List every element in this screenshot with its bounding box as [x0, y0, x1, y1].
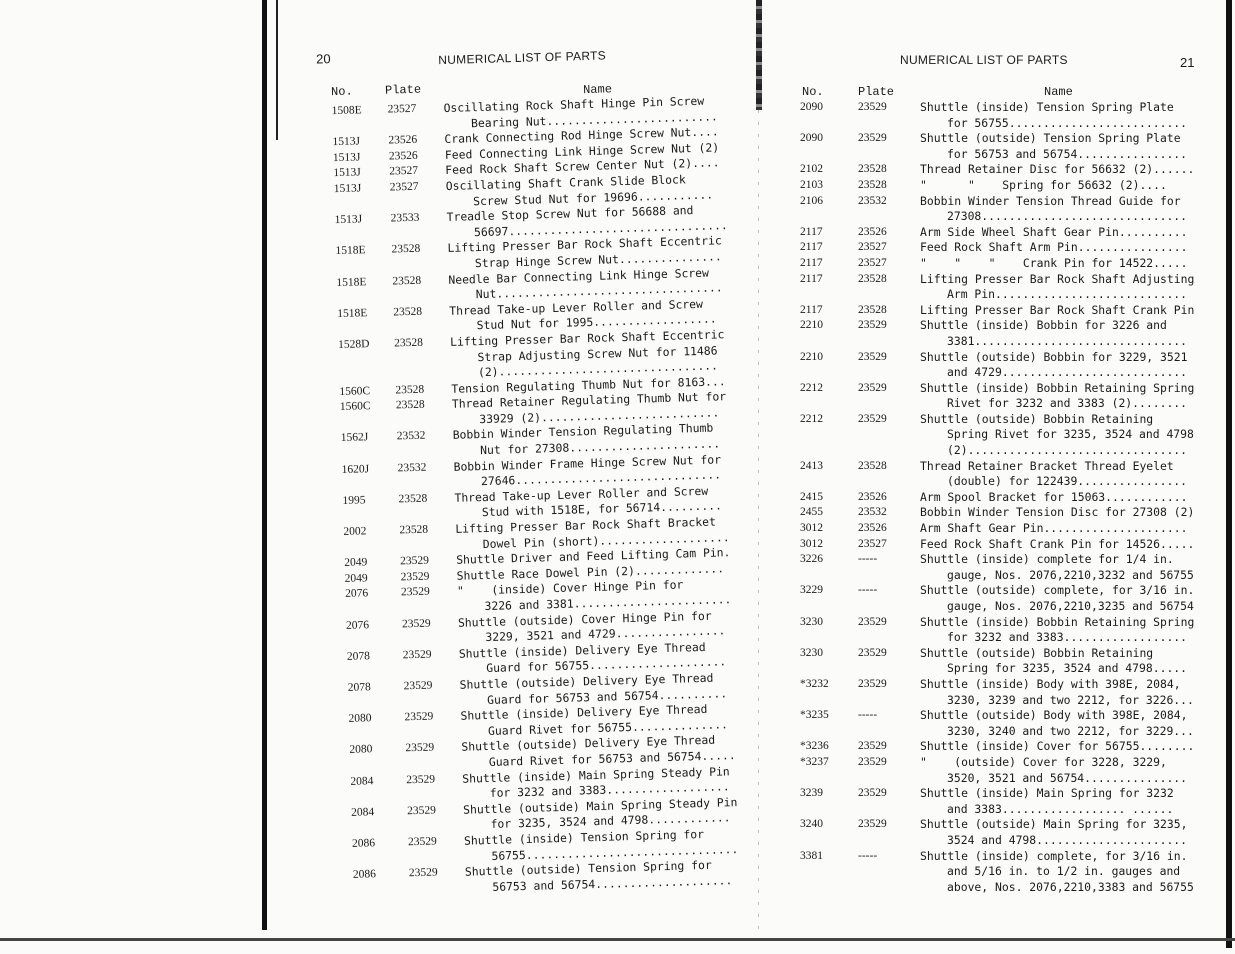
plate-number: 23526 [858, 490, 887, 503]
part-number: 2102 [800, 163, 823, 176]
column-header-plate: Plate [858, 85, 895, 99]
plate-number: 23532 [397, 461, 427, 475]
table-row [796, 256, 1210, 272]
part-number: 2084 [350, 774, 374, 788]
part-name [920, 755, 1210, 786]
table-row [796, 490, 1210, 506]
part-number: 1513J [334, 213, 363, 227]
part-name [920, 708, 1210, 739]
part-name [465, 857, 750, 896]
part-name-continuation: 3230, 3239 and two 2212, for 3226... [947, 692, 1194, 707]
column-header-name: Name [582, 82, 613, 98]
part-name-line: Shuttle (outside) Main Spring for 3235, [920, 817, 1188, 832]
part-name-line: Shuttle (inside) Bobbin Retaining Spring [920, 380, 1195, 395]
part-name-continuation: Strap Hinge Screw Nut............... [474, 249, 722, 271]
part-number: 2080 [349, 743, 373, 757]
part-name-line: Arm Spool Bracket for 15063............ [920, 489, 1188, 504]
part-number: 2212 [800, 381, 823, 394]
part-number: 3230 [800, 615, 823, 628]
part-name [920, 350, 1210, 381]
column-header-name: Name [1044, 85, 1073, 99]
part-number: 3012 [800, 537, 823, 550]
part-name [920, 303, 1210, 319]
scan-bottom-edge [0, 938, 1235, 941]
part-name-line: " (inside) Cover Hinge Pin for [456, 577, 684, 599]
part-name-continuation: Bearing Nut......................... [470, 108, 718, 130]
part-name-line: Bobbin Winder Tension Disc for 27308 (2) [920, 505, 1195, 520]
part-name-line: Crank Connecting Rod Hinge Screw Nut.... [444, 124, 719, 147]
part-name-continuation: Strap Adjusting Screw Nut for 11486 [477, 342, 718, 364]
part-name-continuation: for 56753 and 56754................ [947, 146, 1188, 161]
table-row [796, 225, 1210, 241]
plate-number: 23527 [389, 165, 419, 178]
plate-number: 23529 [406, 773, 436, 786]
column-header-no: No. [802, 85, 824, 99]
table-row [796, 505, 1210, 521]
plate-number: 23529 [858, 101, 887, 113]
part-name [920, 521, 1210, 537]
part-number: 2103 [800, 178, 823, 191]
plate-number: 23529 [858, 132, 887, 145]
plate-number: 23529 [400, 554, 430, 568]
part-name [920, 318, 1210, 349]
table-row [796, 318, 1210, 349]
plate-number: 23529 [858, 319, 887, 332]
part-number: 2076 [344, 587, 369, 601]
part-name [920, 194, 1210, 225]
table-row [796, 521, 1210, 537]
part-name-continuation: Guard for 56755.................... [486, 654, 727, 676]
plate-number: 23529 [407, 804, 437, 817]
part-name [920, 615, 1210, 646]
part-number: 1513J [333, 166, 362, 180]
part-number: 2076 [345, 618, 370, 632]
page-edge-right [1226, 0, 1232, 948]
part-number: 2117 [800, 241, 823, 254]
plate-number: 23529 [858, 412, 887, 425]
part-name [920, 646, 1210, 677]
part-name-continuation: Arm Pin............................ [947, 287, 1188, 302]
page-title: NUMERICAL LIST OF PARTS [438, 48, 607, 68]
part-number: 3230 [800, 646, 823, 659]
plate-number: ----- [858, 709, 878, 722]
part-number: 2106 [800, 194, 823, 207]
part-number: 1995 [342, 494, 366, 507]
part-name-continuation: Guard for 56753 and 56754.......... [486, 685, 728, 707]
part-name-line: Arm Side Wheel Shaft Gear Pin.......... [920, 224, 1188, 239]
part-number: 3240 [800, 818, 823, 831]
part-number: 2117 [800, 256, 823, 269]
part-name [920, 256, 1210, 272]
part-name-line: Shuttle (inside) Main Spring for 3232 [920, 786, 1174, 801]
part-number: 2002 [343, 525, 367, 538]
plate-number: 23529 [858, 350, 887, 363]
table-row [796, 194, 1210, 225]
part-number: 2212 [800, 412, 823, 425]
plate-number: 23528 [395, 398, 425, 412]
part-name-continuation: (2)................................ [477, 358, 719, 380]
part-name-continuation: gauge, Nos. 2076,2210,3232 and 56755 [947, 567, 1194, 582]
part-name [920, 739, 1210, 755]
plate-number: 23526 [858, 522, 887, 535]
part-name-continuation: Spring Rivet for 3235, 3524 and 4798 [947, 427, 1194, 442]
table-row [796, 240, 1210, 256]
part-name-line: Tension Regulating Thumb Nut for 8163... [451, 373, 726, 396]
part-number: 2078 [346, 650, 371, 663]
part-name-line: Shuttle (outside) Tension Spring for [464, 857, 712, 879]
part-name-line: Bobbin Winder Tension Thread Guide for [920, 193, 1181, 208]
part-number: 2415 [800, 490, 823, 503]
gutter-shadow [758, 110, 759, 940]
plate-number: 23527 [858, 256, 887, 269]
part-name-continuation: and 4729........................... [947, 365, 1188, 380]
part-name [920, 490, 1210, 506]
plate-number: 23528 [395, 383, 425, 397]
part-name [920, 583, 1210, 614]
part-number: 2117 [800, 303, 823, 316]
part-name-continuation: Guard Rivet for 56753 and 56754..... [488, 748, 736, 769]
part-name-line: Bobbin Winder Tension Regulating Thumb [452, 421, 714, 443]
part-number: 2210 [800, 350, 823, 363]
plate-number: ----- [858, 553, 878, 566]
part-name-line: Lifting Presser Bar Rock Shaft Adjusting [920, 271, 1195, 286]
part-name-line: Arm Shaft Gear Pin..................... [920, 521, 1188, 536]
plate-number: 23532 [858, 506, 887, 519]
table-row [796, 786, 1210, 817]
plate-number: 23533 [390, 211, 420, 225]
part-name-line: Shuttle (inside) Delivery Eye Thread [458, 639, 706, 661]
part-name-line: Feed Rock Shaft Screw Center Nut (2).... [445, 155, 720, 178]
part-name-continuation: 33929 (2).......................... [479, 405, 720, 426]
part-number: 1528D [337, 338, 370, 351]
table-row [796, 131, 1210, 162]
plate-number: 23529 [858, 381, 887, 394]
table-row [796, 708, 1210, 739]
part-number: *3236 [800, 740, 829, 753]
part-name-continuation: 3229, 3521 and 4729................ [485, 623, 726, 645]
part-name-line: Shuttle (inside) Bobbin Retaining Spring [920, 614, 1195, 629]
plate-number: 23529 [404, 710, 434, 724]
part-number: 1518E [335, 244, 366, 258]
part-name-line: Shuttle (outside) Main Spring Steady Pin [462, 794, 738, 817]
part-name-continuation: (double) for 122439................ [947, 474, 1188, 489]
part-name-continuation: gauge, Nos. 2076,2210,3235 and 56754 [947, 599, 1194, 613]
part-name-line: Oscillating Rock Shaft Hinge Pin Screw [443, 93, 705, 115]
plate-number: 23529 [401, 617, 431, 630]
plate-number: 23529 [403, 679, 433, 693]
part-number: 2086 [352, 868, 377, 881]
part-name-line: Thread Retainer Bracket Thread Eyelet [920, 458, 1174, 473]
part-number: 1513J [333, 182, 362, 196]
part-name-continuation: 56755............................... [491, 841, 739, 863]
plate-number: 23526 [858, 225, 887, 238]
part-number: 2049 [344, 556, 368, 570]
page-title: NUMERICAL LIST OF PARTS [900, 53, 1068, 67]
part-number: 3229 [800, 584, 823, 597]
part-number: 2049 [344, 572, 368, 585]
part-name-line: Thread Retainer Disc for 56632 (2)...... [920, 162, 1195, 177]
part-name-continuation: Nut for 27308...................... [479, 436, 721, 458]
plate-number: 23528 [858, 178, 887, 191]
parts-list-left [327, 93, 749, 899]
part-number: *3232 [800, 677, 829, 690]
plate-number: 23526 [388, 133, 418, 147]
part-name [920, 537, 1210, 553]
part-name-continuation: 3524 and 4798...................... [947, 832, 1188, 847]
part-number: 1560C [339, 400, 371, 414]
table-row [796, 350, 1210, 381]
part-name [920, 381, 1210, 412]
plate-number: 23528 [392, 274, 422, 288]
part-name-line: Shuttle (outside) Bobbin for 3229, 3521 [920, 349, 1188, 364]
part-name-line: Shuttle (inside) complete for 1/4 in. [920, 552, 1174, 567]
part-name-continuation: for 3235, 3524 and 4798............ [490, 810, 731, 832]
plate-number: ----- [858, 584, 878, 597]
plate-number: 23528 [391, 243, 421, 256]
table-row [796, 537, 1210, 553]
part-name-line: Shuttle (outside) Tension Spring Plate [920, 131, 1181, 146]
part-number: 3239 [800, 787, 823, 800]
part-name-continuation: above, Nos. 2076,2210,3383 and 56755 [947, 879, 1194, 894]
table-row [796, 583, 1210, 614]
plate-number: 23528 [393, 305, 423, 319]
part-name-line: Thread Take-up Lever Roller and Screw [454, 483, 709, 505]
part-name-continuation: for 3232 and 3383.................. [947, 630, 1188, 645]
table-row [796, 381, 1210, 412]
part-name-line: " " " Crank Pin for 14522..... [920, 255, 1188, 270]
part-name [920, 100, 1210, 131]
part-name [920, 178, 1210, 194]
part-name [920, 817, 1210, 848]
plate-number: ----- [858, 849, 878, 862]
part-name-line: Needle Bar Connecting Link Hinge Screw [448, 265, 710, 287]
part-name [920, 412, 1210, 459]
plate-number: 23529 [407, 835, 437, 849]
table-row [796, 677, 1210, 708]
part-number: *3235 [800, 709, 829, 722]
column-header-no: No. [330, 84, 353, 100]
binding-gutter [756, 0, 762, 110]
part-number: 2117 [800, 225, 823, 238]
table-row [796, 552, 1210, 583]
part-name-line: Shuttle (inside) complete, for 3/16 in. [920, 848, 1188, 863]
part-name-line: Thread Retainer Regulating Thumb Nut for [451, 389, 727, 412]
part-number: 2078 [347, 681, 371, 694]
plate-number: 23528 [858, 459, 887, 472]
plate-number: 23529 [858, 755, 887, 768]
plate-number: 23529 [405, 741, 435, 755]
plate-number: 23528 [393, 336, 424, 350]
part-name-line: Shuttle (outside) Cover Hinge Pin for [457, 608, 712, 630]
table-row [796, 303, 1210, 319]
part-name-continuation: Stud Nut for 1995.................. [476, 311, 717, 333]
part-name-line: Shuttle (inside) Tension Spring Plate [920, 100, 1174, 114]
column-header-plate: Plate [384, 82, 422, 98]
table-row [796, 646, 1210, 677]
part-name [450, 327, 735, 382]
page-number: 20 [315, 51, 331, 67]
part-name [920, 552, 1210, 583]
part-number: 2084 [351, 805, 375, 819]
part-name-continuation: 3226 and 3381....................... [484, 592, 732, 614]
table-row [796, 615, 1210, 646]
part-name-continuation: (2)................................ [947, 443, 1188, 458]
page-edge-left [262, 0, 267, 930]
table-row [796, 739, 1210, 755]
plate-number: 23528 [858, 303, 887, 316]
parts-list-right [796, 100, 1210, 895]
part-name [920, 459, 1210, 490]
part-name-line: Shuttle Race Dowel Pin (2)............. [456, 561, 725, 583]
part-name-continuation: Rivet for 3232 and 3383 (2)........ [947, 396, 1188, 411]
part-name-continuation: 56697................................ [473, 217, 728, 239]
part-name-line: Shuttle (outside) Bobbin Retaining [920, 411, 1154, 426]
part-number: 1513J [332, 135, 361, 149]
part-name-continuation: and 3383.................. ...... [947, 801, 1174, 816]
table-row [796, 100, 1210, 131]
table-row [796, 817, 1210, 848]
part-name-line: Oscillating Shaft Crank Slide Block [445, 172, 686, 193]
part-name-line: " " Spring for 56632 (2).... [920, 177, 1167, 192]
plate-number: 23529 [858, 646, 887, 659]
plate-number: 23529 [858, 818, 887, 831]
part-name [920, 225, 1210, 241]
part-name-line: Lifting Presser Bar Rock Shaft Eccentric [449, 327, 725, 349]
plate-number: 23529 [858, 677, 887, 690]
plate-number: 23527 [858, 537, 887, 550]
part-name-line: Shuttle (outside) Body with 398E, 2084, [920, 708, 1188, 723]
part-name [920, 131, 1210, 162]
part-name-continuation: Guard Rivet for 56755.............. [487, 717, 729, 738]
page-edge-left-inner [276, 0, 278, 140]
table-row [796, 162, 1210, 178]
part-name-continuation: 27646.............................. [480, 467, 722, 489]
plate-number: 23529 [400, 585, 431, 599]
part-name-continuation: Dowel Pin (short)................... [482, 529, 730, 551]
plate-number: 23529 [858, 615, 887, 628]
part-name-line: Shuttle (outside) Delivery Eye Thread [459, 670, 714, 692]
table-row [796, 755, 1210, 786]
part-name-continuation: 3381............................... [947, 333, 1188, 348]
part-number: 2086 [351, 837, 376, 850]
table-row [796, 412, 1210, 459]
plate-number: 23528 [399, 523, 429, 537]
part-number: 2090 [800, 132, 823, 145]
plate-number: 23528 [858, 272, 887, 285]
table-row [796, 459, 1210, 490]
plate-number: 23532 [396, 430, 426, 443]
part-number: 3012 [800, 522, 823, 535]
plate-number: 23527 [858, 241, 887, 254]
part-name [920, 677, 1210, 708]
part-name-line: Shuttle (outside) Delivery Eye Thread [461, 733, 716, 755]
part-name-line: Shuttle (inside) Main Spring Steady Pin [462, 763, 730, 786]
part-name-line: Shuttle (inside) Bobbin for 3226 and [920, 318, 1167, 333]
part-name-line: " (outside) Cover for 3228, 3229, [920, 754, 1167, 769]
part-name [920, 162, 1210, 178]
part-number: 1560C [339, 384, 371, 398]
plate-number: 23532 [858, 194, 887, 207]
part-name-line: Feed Connecting Link Hinge Screw Nut (2) [444, 140, 720, 162]
part-name-continuation: 27308.............................. [947, 209, 1188, 224]
table-row [796, 849, 1210, 896]
table-row [796, 272, 1210, 303]
part-name-line: Feed Rock Shaft Crank Pin for 14526..... [920, 536, 1195, 551]
part-number: 2090 [800, 101, 823, 113]
part-name-line: Shuttle (outside) complete, for 3/16 in. [920, 583, 1195, 598]
part-name-line: Shuttle Driver and Feed Lifting Cam Pin. [456, 545, 731, 568]
part-number: 2080 [348, 712, 372, 726]
plate-number: 23529 [408, 866, 438, 880]
plate-number: 23528 [858, 163, 887, 176]
part-number: 1620J [341, 462, 370, 476]
part-number: *3237 [800, 755, 829, 768]
part-number: 3226 [800, 553, 823, 566]
part-name-line: Feed Rock Shaft Arm Pin................ [920, 240, 1188, 255]
part-name-line: Shuttle (inside) Cover for 56755........ [920, 739, 1195, 754]
part-name-line: Bobbin Winder Frame Hinge Screw Nut for [453, 452, 722, 474]
plate-number: 23528 [398, 492, 428, 506]
page-number: 21 [1180, 55, 1195, 70]
plate-number: 23529 [400, 570, 430, 584]
part-name-line: Treadle Stop Screw Nut for 56688 and [446, 203, 694, 225]
part-name-line: Shuttle (inside) Delivery Eye Thread [460, 702, 708, 723]
table-row [796, 178, 1210, 194]
part-number: 1508E [331, 104, 362, 118]
part-name-continuation: and 5/16 in. to 1/2 in. gauges and [947, 864, 1181, 879]
part-name-line: Lifting Presser Bar Rock Shaft Bracket [455, 514, 717, 536]
part-name-line: Thread Take-up Lever Roller and Screw [449, 296, 704, 318]
part-name [920, 786, 1210, 817]
part-name-continuation: Screw Stud Nut for 19696........... [472, 187, 714, 208]
plate-number: 23529 [858, 787, 887, 800]
part-name-line: Lifting Presser Bar Rock Shaft Crank Pin [920, 302, 1195, 317]
part-name [920, 849, 1210, 896]
part-number: 2210 [800, 319, 823, 332]
part-number: 1562J [340, 431, 369, 445]
part-number: 3381 [800, 849, 823, 862]
part-name-continuation: 3520, 3521 and 56754............... [947, 770, 1188, 785]
part-name-line: Shuttle (outside) Bobbin Retaining [920, 645, 1154, 660]
plate-number: 23527 [389, 180, 419, 194]
part-name-continuation: 3230, 3240 and two 2212, for 3229... [947, 723, 1194, 738]
plate-number: 23529 [858, 740, 887, 753]
part-name-line: Lifting Presser Bar Rock Shaft Eccentric [447, 233, 722, 256]
part-name-continuation: Stud with 1518E, for 56714......... [481, 498, 723, 520]
part-name-continuation: for 56755.......................... [947, 115, 1188, 130]
part-number: 2413 [800, 459, 823, 472]
part-name-line: Shuttle (inside) Tension Spring for [463, 826, 705, 848]
part-name-continuation: Nut................................. [475, 280, 723, 302]
part-name-continuation: for 3232 and 3383.................. [489, 779, 730, 801]
part-name [920, 240, 1210, 256]
left-page [287, 0, 739, 894]
part-number: 1513J [332, 151, 361, 164]
part-number: 1518E [337, 306, 368, 320]
part-name [920, 505, 1210, 521]
plate-number: 23527 [387, 102, 417, 116]
part-name-continuation: 56753 and 56754.................... [492, 872, 733, 894]
plate-number: 23529 [402, 648, 432, 662]
part-number: 1518E [336, 275, 367, 289]
part-number: 2117 [800, 272, 823, 285]
part-name [920, 272, 1210, 303]
part-number: 2455 [800, 506, 823, 519]
part-name-continuation: Spring for 3235, 3524 and 4798..... [947, 661, 1188, 676]
plate-number: 23526 [388, 149, 418, 163]
part-name-line: Shuttle (inside) Body with 398E, 2084, [920, 676, 1181, 691]
